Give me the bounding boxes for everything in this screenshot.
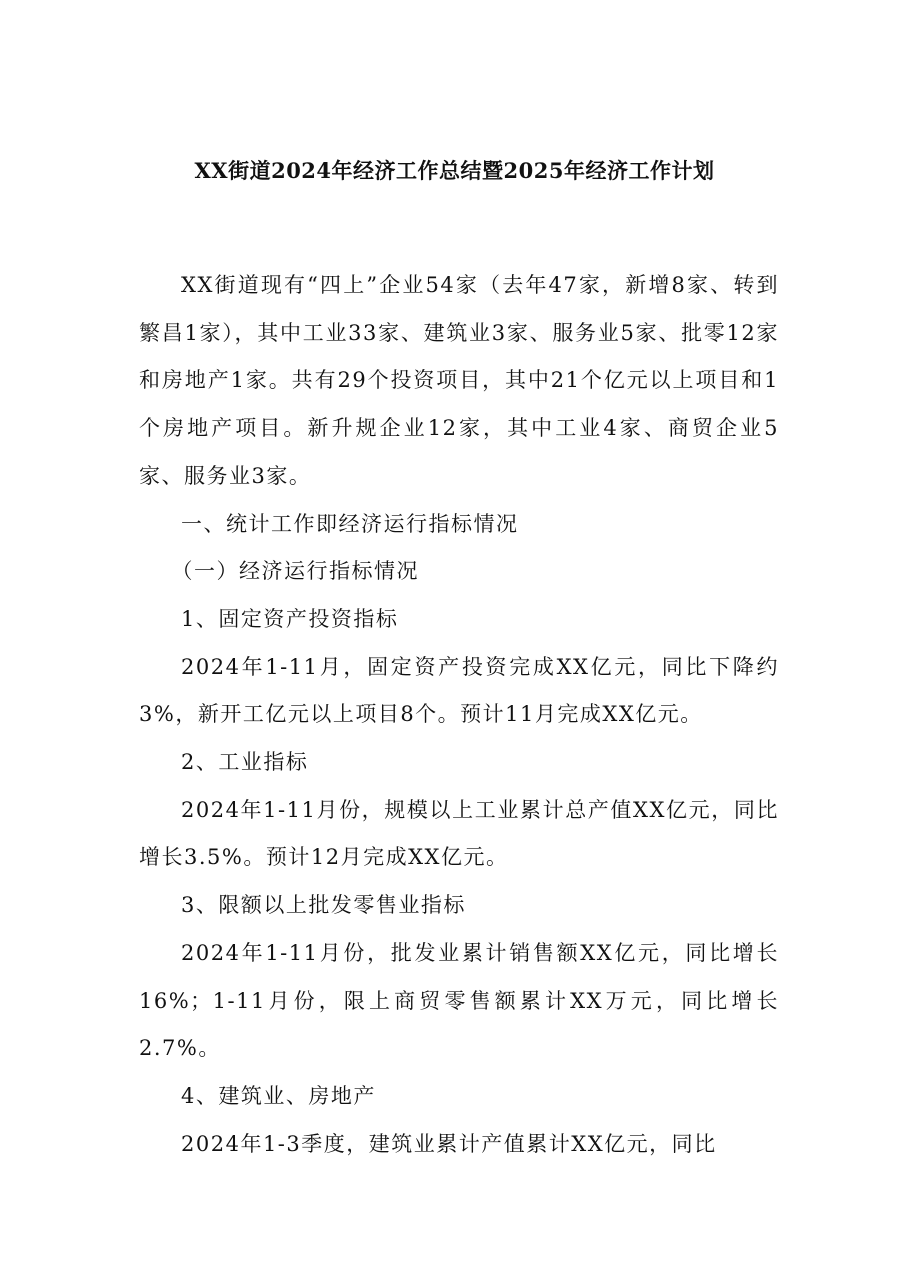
document-body bbox=[139, 262, 779, 1168]
intro-paragraph: XX街道现有“四上”企业54家（去年47家，新增8家、转到繁昌1家），其中工业33家、建筑业3家、服务业5家、批零12家和房地产1家。共有29个投资项目，其中21个亿元以上项目和1个房地产项目。新升规企业12家，其中工业4家、商贸企业5家、服务业3家。 bbox=[139, 273, 779, 488]
paragraph-industry: 2024年1-11月份，规模以上工业累计总产值XX亿元，同比增长3.5%。预计12月完成XX亿元。 bbox=[139, 797, 779, 870]
subsection-heading-1: （一）经济运行指标情况 bbox=[171, 559, 420, 584]
item-heading-wholesale-retail: 3、限额以上批发零售业指标 bbox=[181, 893, 466, 918]
paragraph-construction: 2024年1-3季度，建筑业累计产值累计XX亿元，同比 bbox=[181, 1131, 717, 1156]
document-title: XX街道2024年经济工作总结暨2025年经济工作计划 bbox=[194, 158, 715, 183]
paragraph-fixed-asset: 2024年1-11月，固定资产投资完成XX亿元，同比下降约3%，新开工亿元以上项目8个。预计11月完成XX亿元。 bbox=[139, 654, 779, 727]
item-heading-industry: 2、工业指标 bbox=[181, 750, 309, 775]
section-heading-1: 一、统计工作即经济运行指标情况 bbox=[181, 511, 519, 536]
item-heading-fixed-asset: 1、固定资产投资指标 bbox=[181, 606, 399, 631]
paragraph-wholesale-retail: 2024年1-11月份，批发业累计销售额XX亿元，同比增长16%；1-11月份，限上商贸零售额累计XX万元，同比增长2.7%。 bbox=[139, 940, 779, 1061]
item-heading-construction: 4、建筑业、房地产 bbox=[181, 1083, 376, 1108]
